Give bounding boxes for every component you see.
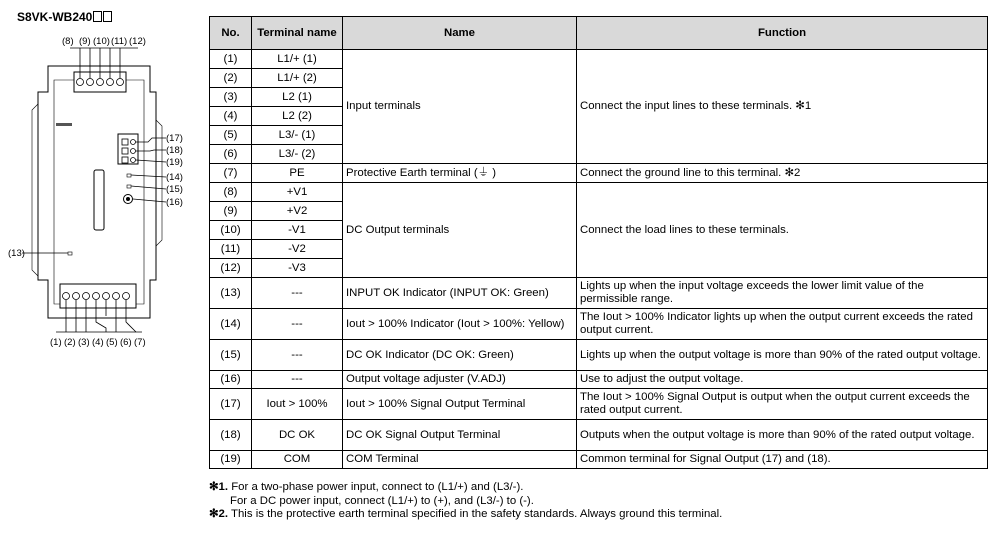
bottom-label: (3) <box>78 337 90 348</box>
cell-no: (15) <box>210 340 252 371</box>
cell-no: (13) <box>210 278 252 309</box>
cell-no: (16) <box>210 371 252 389</box>
cell-function: The Iout > 100% Signal Output is output when the output current exceeds the rated output current. <box>577 389 988 420</box>
cell-no: (4) <box>210 107 252 126</box>
model-text: S8VK-WB240 <box>17 10 93 24</box>
cell-terminal: L2 (2) <box>252 107 343 126</box>
cell-terminal: +V2 <box>252 202 343 221</box>
table-row <box>210 164 988 183</box>
cell-name: Protective Earth terminal (⏚ ) <box>343 164 577 183</box>
cell-no: (12) <box>210 259 252 278</box>
cell-terminal: --- <box>252 309 343 340</box>
cell-name: DC OK Signal Output Terminal <box>343 420 577 451</box>
table-row <box>210 309 988 340</box>
cell-function: Common terminal for Signal Output (17) and (18). <box>577 451 988 469</box>
top-label: (12) <box>129 36 146 47</box>
cell-no: (9) <box>210 202 252 221</box>
top-label: (9) <box>79 36 91 47</box>
footnote-text: This is the protective earth terminal specified in the safety standards. Always ground this terminal. <box>231 508 723 520</box>
cell-no: (19) <box>210 451 252 469</box>
cell-name: Iout > 100% Signal Output Terminal <box>343 389 577 420</box>
table-row <box>210 340 988 371</box>
cell-function: Connect the input lines to these terminals. ✻1 <box>577 50 988 164</box>
cell-name: INPUT OK Indicator (INPUT OK: Green) <box>343 278 577 309</box>
top-label: (11) <box>111 36 128 47</box>
cell-terminal: -V3 <box>252 259 343 278</box>
bottom-label: (5) <box>106 337 118 348</box>
cell-name: DC OK Indicator (DC OK: Green) <box>343 340 577 371</box>
cell-terminal: Iout > 100% <box>252 389 343 420</box>
top-label: (8) <box>62 36 74 47</box>
header-no: No. <box>210 17 252 50</box>
top-label: (10) <box>93 36 110 47</box>
footnotes <box>209 481 722 522</box>
cell-terminal: L1/+ (1) <box>252 50 343 69</box>
cell-function: Lights up when the output voltage is more than 90% of the rated output voltage. <box>577 340 988 371</box>
cell-terminal: L3/- (2) <box>252 145 343 164</box>
table-row <box>210 451 988 469</box>
cell-name: Iout > 100% Indicator (Iout > 100%: Yellow) <box>343 309 577 340</box>
right-label: (15) <box>166 184 183 195</box>
cell-terminal: --- <box>252 340 343 371</box>
right-label: (19) <box>166 157 183 168</box>
terminal-spec-table <box>209 16 988 469</box>
left-label: (13) <box>8 248 25 259</box>
footnote-mark: ✻2. <box>209 508 229 520</box>
right-label: (18) <box>166 145 183 156</box>
cell-name: Input terminals <box>343 50 577 164</box>
cell-function: Outputs when the output voltage is more than 90% of the rated output voltage. <box>577 420 988 451</box>
terminal-diagram <box>8 36 200 360</box>
footnote-1-line2: For a DC power input, connect (L1/+) to (+), and (L3/-) to (-). <box>230 494 534 507</box>
cell-no: (6) <box>210 145 252 164</box>
cell-terminal: DC OK <box>252 420 343 451</box>
cell-no: (11) <box>210 240 252 259</box>
bottom-label: (1) <box>50 337 62 348</box>
bottom-label: (6) <box>120 337 132 348</box>
cell-no: (18) <box>210 420 252 451</box>
footnote-mark: ✻1. <box>209 481 229 493</box>
cell-terminal: --- <box>252 371 343 389</box>
header-name: Name <box>343 17 577 50</box>
cell-name: DC Output terminals <box>343 183 577 278</box>
footnote-text: For a two-phase power input, connect to (L1/+) and (L3/-). <box>231 481 524 493</box>
cell-terminal: -V2 <box>252 240 343 259</box>
cell-terminal: L3/- (1) <box>252 126 343 145</box>
cell-no: (3) <box>210 88 252 107</box>
cell-function: Use to adjust the output voltage. <box>577 371 988 389</box>
cell-terminal: +V1 <box>252 183 343 202</box>
table-row <box>210 278 988 309</box>
cell-terminal: -V1 <box>252 221 343 240</box>
bottom-label: (7) <box>134 337 146 348</box>
cell-terminal: PE <box>252 164 343 183</box>
cell-terminal: COM <box>252 451 343 469</box>
table-row <box>210 50 988 69</box>
model-title <box>17 10 112 24</box>
cell-no: (14) <box>210 309 252 340</box>
table-row <box>210 183 988 202</box>
cell-terminal: --- <box>252 278 343 309</box>
right-label: (17) <box>166 133 183 144</box>
header-function: Function <box>577 17 988 50</box>
right-label: (16) <box>166 197 183 208</box>
bottom-label: (4) <box>92 337 104 348</box>
cell-no: (5) <box>210 126 252 145</box>
right-label: (14) <box>166 172 183 183</box>
cell-no: (7) <box>210 164 252 183</box>
cell-function: The Iout > 100% Indicator lights up when the output current exceeds the rated output current. <box>577 309 988 340</box>
cell-name: COM Terminal <box>343 451 577 469</box>
cell-name: Output voltage adjuster (V.ADJ) <box>343 371 577 389</box>
cell-terminal: L1/+ (2) <box>252 69 343 88</box>
footnote-2 <box>209 508 722 522</box>
cell-function: Lights up when the input voltage exceeds the lower limit value of the permissible range. <box>577 278 988 309</box>
table-row <box>210 371 988 389</box>
placeholder-box <box>103 11 112 22</box>
table-row <box>210 389 988 420</box>
cell-terminal: L2 (1) <box>252 88 343 107</box>
cell-no: (10) <box>210 221 252 240</box>
cell-function: Connect the ground line to this terminal. ✻2 <box>577 164 988 183</box>
bottom-label: (2) <box>64 337 76 348</box>
footnote-1 <box>209 481 722 495</box>
cell-no: (2) <box>210 69 252 88</box>
placeholder-box <box>93 11 102 22</box>
cell-no: (8) <box>210 183 252 202</box>
cell-function: Connect the load lines to these terminals. <box>577 183 988 278</box>
cell-no: (1) <box>210 50 252 69</box>
table-row <box>210 420 988 451</box>
header-terminal-name: Terminal name <box>252 17 343 50</box>
cell-no: (17) <box>210 389 252 420</box>
